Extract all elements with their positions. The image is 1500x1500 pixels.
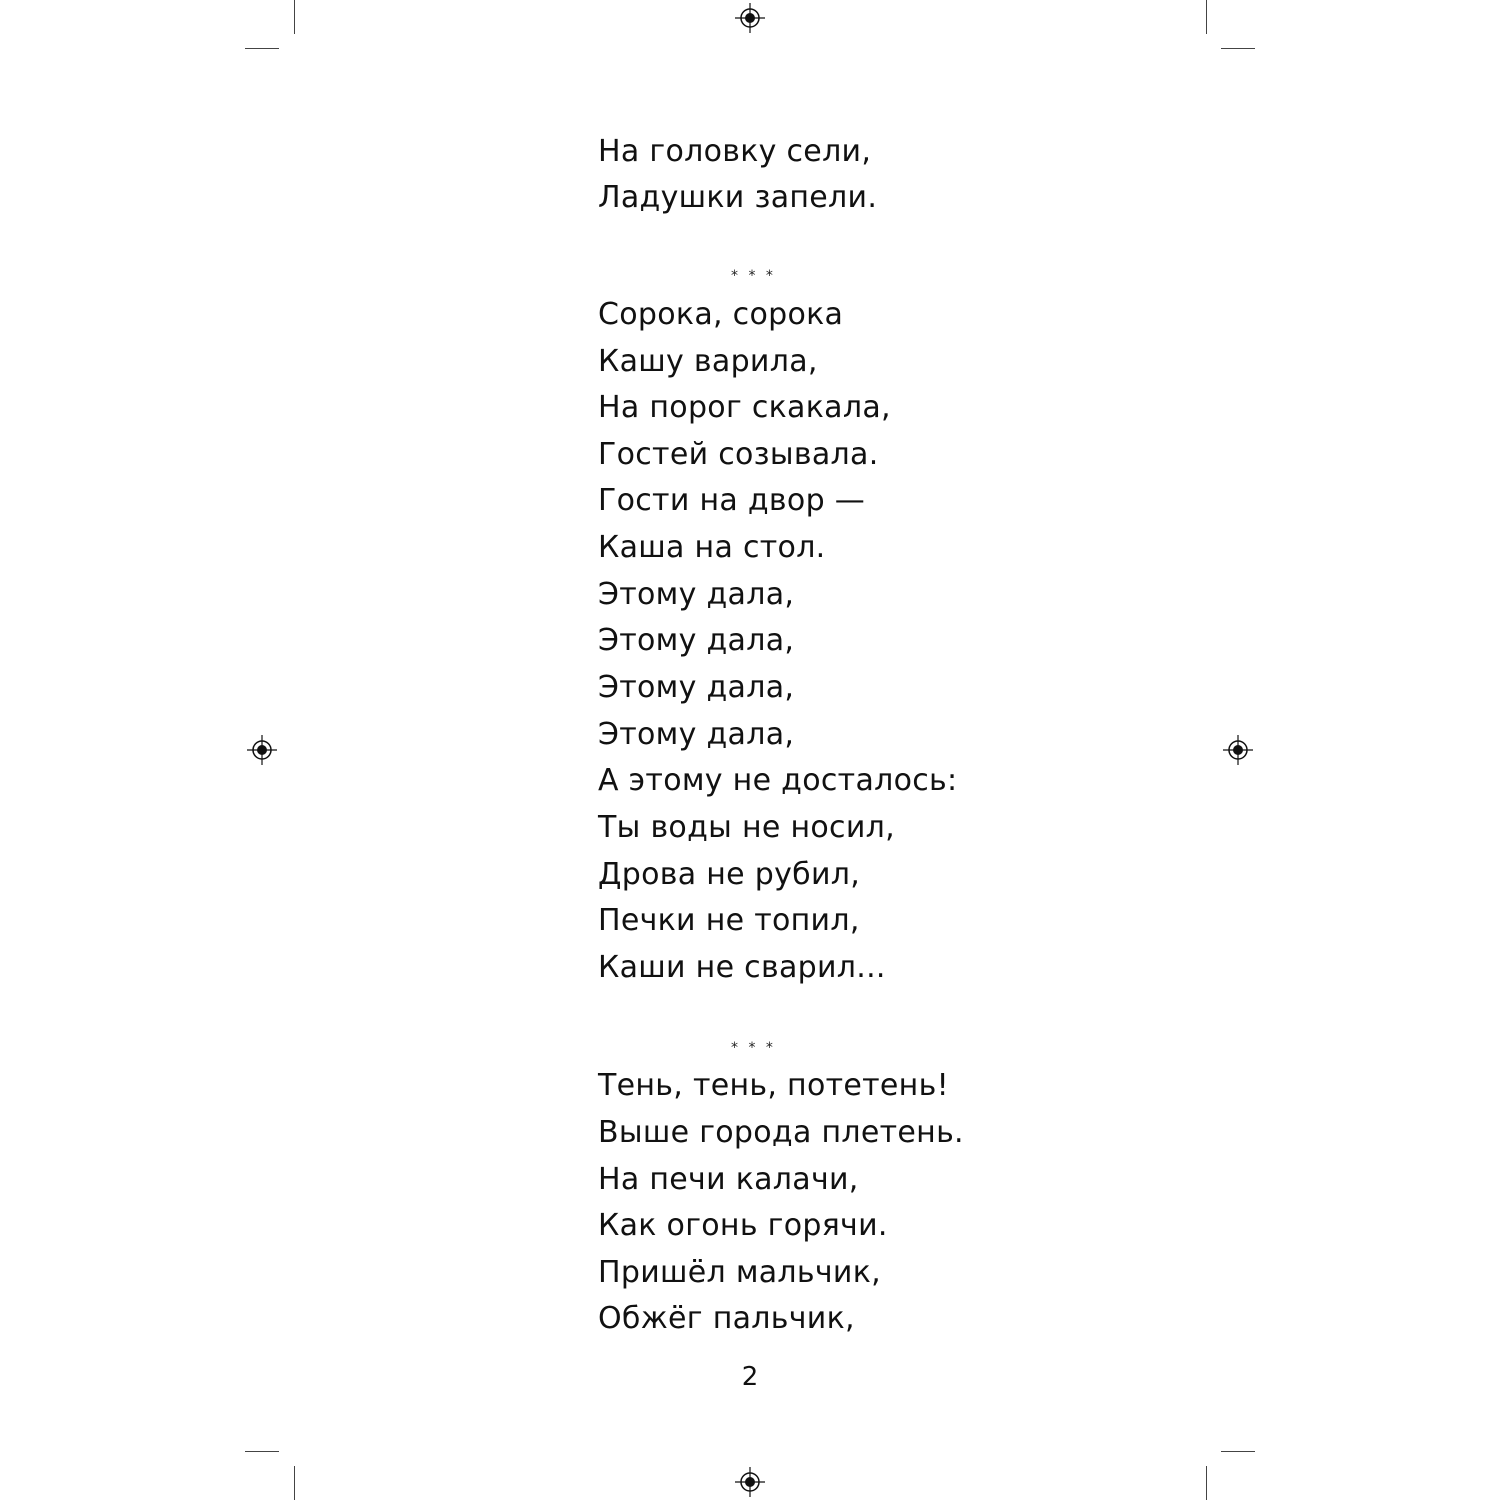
crop-mark-bottom-left <box>294 1466 295 1500</box>
poem-line: Дрова не рубил, <box>598 857 861 892</box>
registration-mark-left-icon <box>247 735 277 765</box>
poem-line: Гости на двор — <box>598 483 866 518</box>
crop-mark-bottom-right <box>1206 1466 1207 1500</box>
registration-mark-right-icon <box>1223 735 1253 765</box>
poem-line: Этому дала, <box>598 717 795 752</box>
poem-line: Этому дала, <box>598 577 795 612</box>
poem-line: Сорока, сорока <box>598 297 844 332</box>
poem-line: Каши не сварил... <box>598 950 886 985</box>
poem-line: Как огонь горячи. <box>598 1208 888 1243</box>
poem-line: Гостей созывала. <box>598 437 879 472</box>
stanza-separator: * * * <box>731 268 776 284</box>
crop-mark-top-left-h <box>245 48 279 49</box>
crop-mark-bottom-right-h <box>1221 1451 1255 1452</box>
crop-mark-bottom-left-h <box>245 1451 279 1452</box>
poem-line: Обжёг пальчик, <box>598 1301 855 1336</box>
poem-line: Ладушки запели. <box>598 180 878 215</box>
poem-line: Пришёл мальчик, <box>598 1255 881 1290</box>
poem-line: На головку сели, <box>598 134 872 169</box>
registration-mark-top-icon <box>735 3 765 33</box>
stanza-separator: * * * <box>731 1040 776 1056</box>
poem-line: Этому дала, <box>598 670 795 705</box>
poem-line: Выше города плетень. <box>598 1115 964 1150</box>
poem-line: Ты воды не носил, <box>598 810 895 845</box>
poem-line: А этому не досталось: <box>598 763 958 798</box>
crop-mark-top-left <box>294 0 295 34</box>
poem-line: Каша на стол. <box>598 530 826 565</box>
crop-mark-top-right-h <box>1221 48 1255 49</box>
poem-line: На печи калачи, <box>598 1162 859 1197</box>
poem-line: Этому дала, <box>598 623 795 658</box>
poem-line: На порог скакала, <box>598 390 891 425</box>
crop-mark-top-right <box>1206 0 1207 34</box>
poem-line: Печки не топил, <box>598 903 860 938</box>
poem-line: Кашу варила, <box>598 344 818 379</box>
poem-line: Тень, тень, потетень! <box>598 1068 949 1103</box>
registration-mark-bottom-icon <box>735 1467 765 1497</box>
page-number: 2 <box>741 1362 759 1392</box>
